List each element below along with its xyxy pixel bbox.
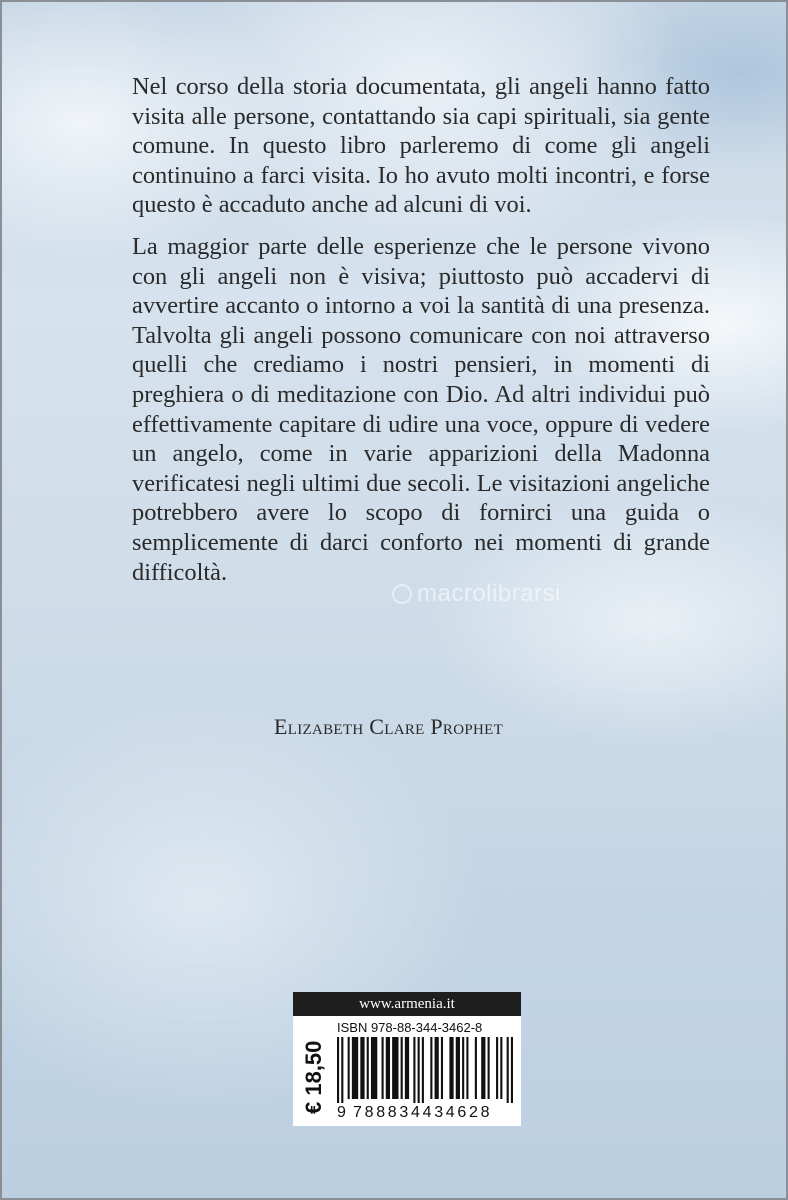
barcode-digits: 788834434628 (353, 1104, 493, 1121)
barcode-bar (413, 1037, 415, 1103)
barcode-bar (500, 1037, 502, 1099)
barcode-bar (382, 1037, 384, 1099)
price-label: € 18,50 (301, 1040, 326, 1114)
barcode-bar (456, 1037, 460, 1099)
barcode-bar (341, 1037, 343, 1103)
barcode-bar (481, 1037, 485, 1099)
barcode-bar (348, 1037, 350, 1099)
barcode-first-digit: 9 (337, 1104, 346, 1121)
barcode-bar (337, 1037, 339, 1103)
barcode-bar (360, 1037, 364, 1099)
blurb-paragraph-1: Nel corso della storia documentata, gli angeli hanno fatto visita alle persone, contattando sia capi spirituali, sia gente comune. In questo libro parleremo di come gli angeli continuino a farci visita. Io ho avuto molti incontri, e forse questo è accaduto anche ad alcuni di voi. (132, 73, 710, 219)
barcode-bar (488, 1037, 490, 1099)
barcode-bar (405, 1037, 409, 1099)
isbn-text: ISBN 978-88-344-3462-8 (337, 1020, 483, 1035)
author-name: Elizabeth Clare Prophet (274, 714, 504, 739)
barcode-bar (441, 1037, 443, 1099)
barcode-bar (401, 1037, 403, 1099)
barcode-bar (449, 1037, 453, 1099)
blurb-text (132, 72, 710, 599)
barcode-bar (418, 1037, 420, 1103)
barcode-bar (367, 1037, 369, 1099)
barcode-bar (496, 1037, 498, 1099)
barcode-bar (392, 1037, 398, 1099)
barcode-bar (466, 1037, 468, 1099)
barcode-bar (435, 1037, 439, 1099)
barcode-bar (386, 1037, 390, 1099)
barcode-bar (352, 1037, 358, 1099)
barcode-bars (337, 1037, 513, 1103)
barcode-bar (462, 1037, 464, 1099)
publisher-website: www.armenia.it (293, 992, 521, 1016)
barcode-bar (507, 1037, 509, 1103)
barcode-bar (371, 1037, 377, 1099)
barcode-label (293, 992, 521, 1126)
watermark-icon (392, 584, 412, 604)
barcode-bar (422, 1037, 424, 1103)
blurb-paragraph-2: La maggior parte delle esperienze che le persone vivono con gli angeli non è visiva; piuttosto può accadervi di avvertire accanto o intorno a voi la santità di una presenza. Talvolta gli angeli possono comunicare con noi attraverso quelli che crediamo i nostri pensieri, in momenti di preghiera o di meditazione con Dio. Ad altri individui può effettivamente capitare di udire una voce, oppure di vedere un angelo, come in varie apparizioni della Madonna verificatesi negli ultimi due secoli. Le visitazioni angeliche potrebbero avere lo scopo di fornirci una guida o semplicemente di darci conforto nei momenti di grande difficoltà. (132, 232, 710, 586)
watermark-text: macrolibrarsi (417, 580, 561, 607)
barcode-bar (475, 1037, 477, 1099)
barcode-bar (430, 1037, 432, 1099)
barcode-bar (511, 1037, 513, 1103)
